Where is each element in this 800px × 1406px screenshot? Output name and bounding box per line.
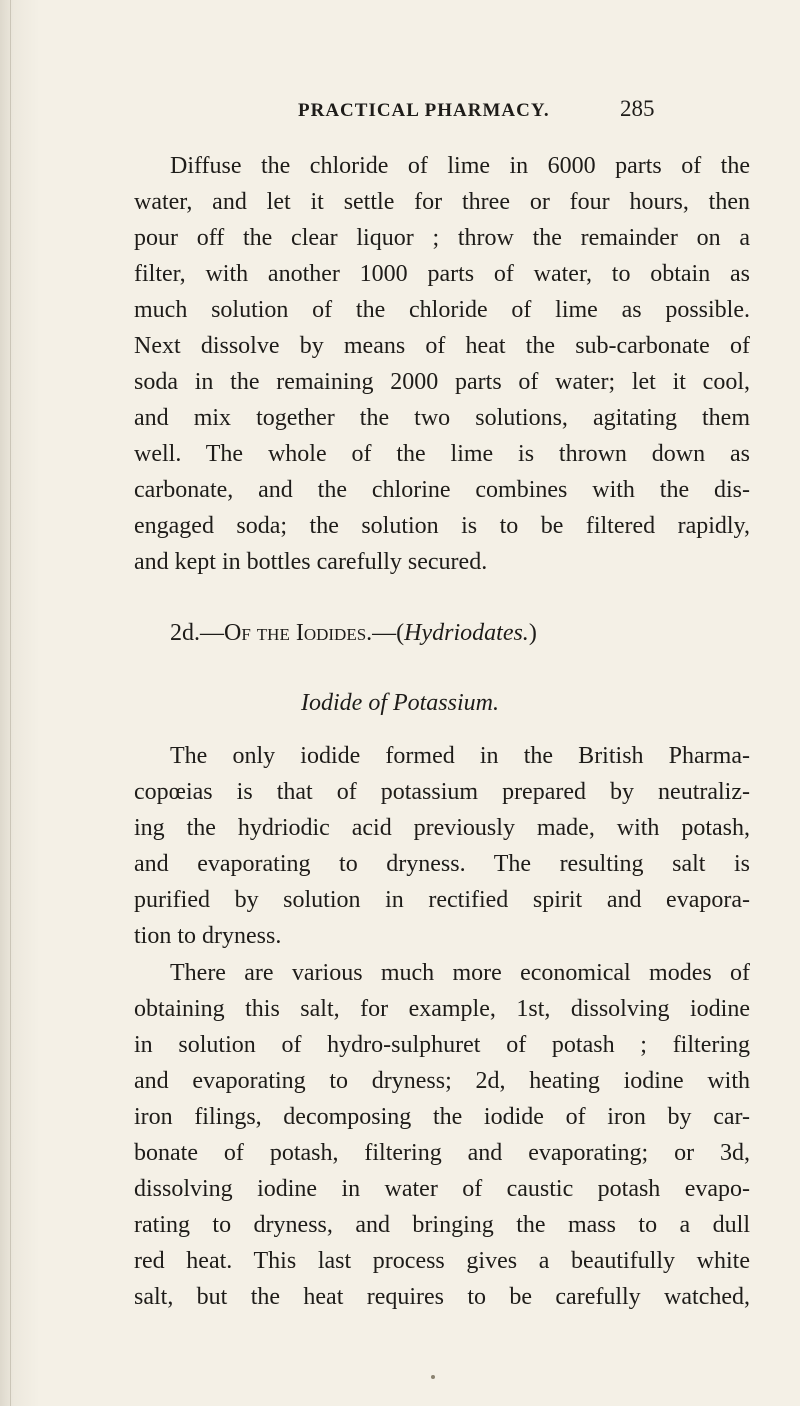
section-dash: — <box>372 620 397 646</box>
paragraph-1-line: engaged soda; the solution is to be filtered rapidly, <box>134 513 750 539</box>
section-paren-close: ) <box>528 620 537 646</box>
paragraph-1-line: Next dissolve by means of heat the sub-carbonate of <box>134 333 750 359</box>
page-number: 285 <box>620 96 655 121</box>
section-dash: — <box>200 620 224 646</box>
paragraph-2-line: ing the hydriodic acid previously made, with potash, <box>134 815 750 841</box>
paragraph-3-line: dissolving iodine in water of caustic potash evapo- <box>134 1176 750 1202</box>
paragraph-1-line: Diffuse the chloride of lime in 6000 parts of the <box>170 153 750 179</box>
paragraph-2-line: tion to dryness. <box>134 923 282 949</box>
paragraph-3-line: and evaporating to dryness; 2d, heating iodine with <box>134 1068 750 1094</box>
paragraph-2-line: and evaporating to dryness. The resulting salt is <box>134 851 750 877</box>
section-title: Of the Iodides. <box>224 620 373 646</box>
section-number: 2d. <box>170 620 200 646</box>
paragraph-3-line: in solution of hydro-sulphuret of potash ; filtering <box>134 1032 750 1058</box>
section-heading <box>170 620 537 647</box>
running-head: PRACTICAL PHARMACY. <box>298 100 550 121</box>
paragraph-2-line: purified by solution in rectified spirit and evapora- <box>134 887 750 913</box>
paragraph-1-line: and mix together the two solutions, agitating them <box>134 405 750 431</box>
paragraph-3-line: iron filings, decomposing the iodide of iron by car- <box>134 1104 750 1130</box>
paper-speck <box>431 1375 435 1379</box>
paragraph-3-line: bonate of potash, filtering and evaporating; or 3d, <box>134 1140 750 1166</box>
paragraph-2-line: The only iodide formed in the British Pharma- <box>170 743 750 769</box>
paragraph-1-line: water, and let it settle for three or four hours, then <box>134 189 750 215</box>
paragraph-1-line: soda in the remaining 2000 parts of water; let it cool, <box>134 369 750 395</box>
paragraph-3-line: rating to dryness, and bringing the mass to a dull <box>134 1212 750 1238</box>
paragraph-1-line: carbonate, and the chlorine combines with the dis- <box>134 477 750 503</box>
paragraph-1-line: well. The whole of the lime is thrown down as <box>134 441 750 467</box>
paragraph-1-line: and kept in bottles carefully secured. <box>134 549 488 575</box>
section-alt-title: Hydriodates. <box>404 620 529 646</box>
paragraph-3-line: There are various much more economical modes of <box>170 960 750 986</box>
paragraph-3-line: salt, but the heat requires to be carefully watched, <box>134 1284 750 1310</box>
paragraph-1-line: filter, with another 1000 parts of water, to obtain as <box>134 261 750 287</box>
paragraph-1-line: pour off the clear liquor ; throw the remainder on a <box>134 225 750 251</box>
paragraph-2-line: copœias is that of potassium prepared by neutraliz- <box>134 779 750 805</box>
section-paren-open: ( <box>396 620 405 646</box>
subheading: Iodide of Potassium. <box>301 690 499 716</box>
paragraph-1-line: much solution of the chloride of lime as possible. <box>134 297 750 323</box>
paragraph-3-line: obtaining this salt, for example, 1st, dissolving iodine <box>134 996 750 1022</box>
paragraph-3-line: red heat. This last process gives a beautifully white <box>134 1248 750 1274</box>
